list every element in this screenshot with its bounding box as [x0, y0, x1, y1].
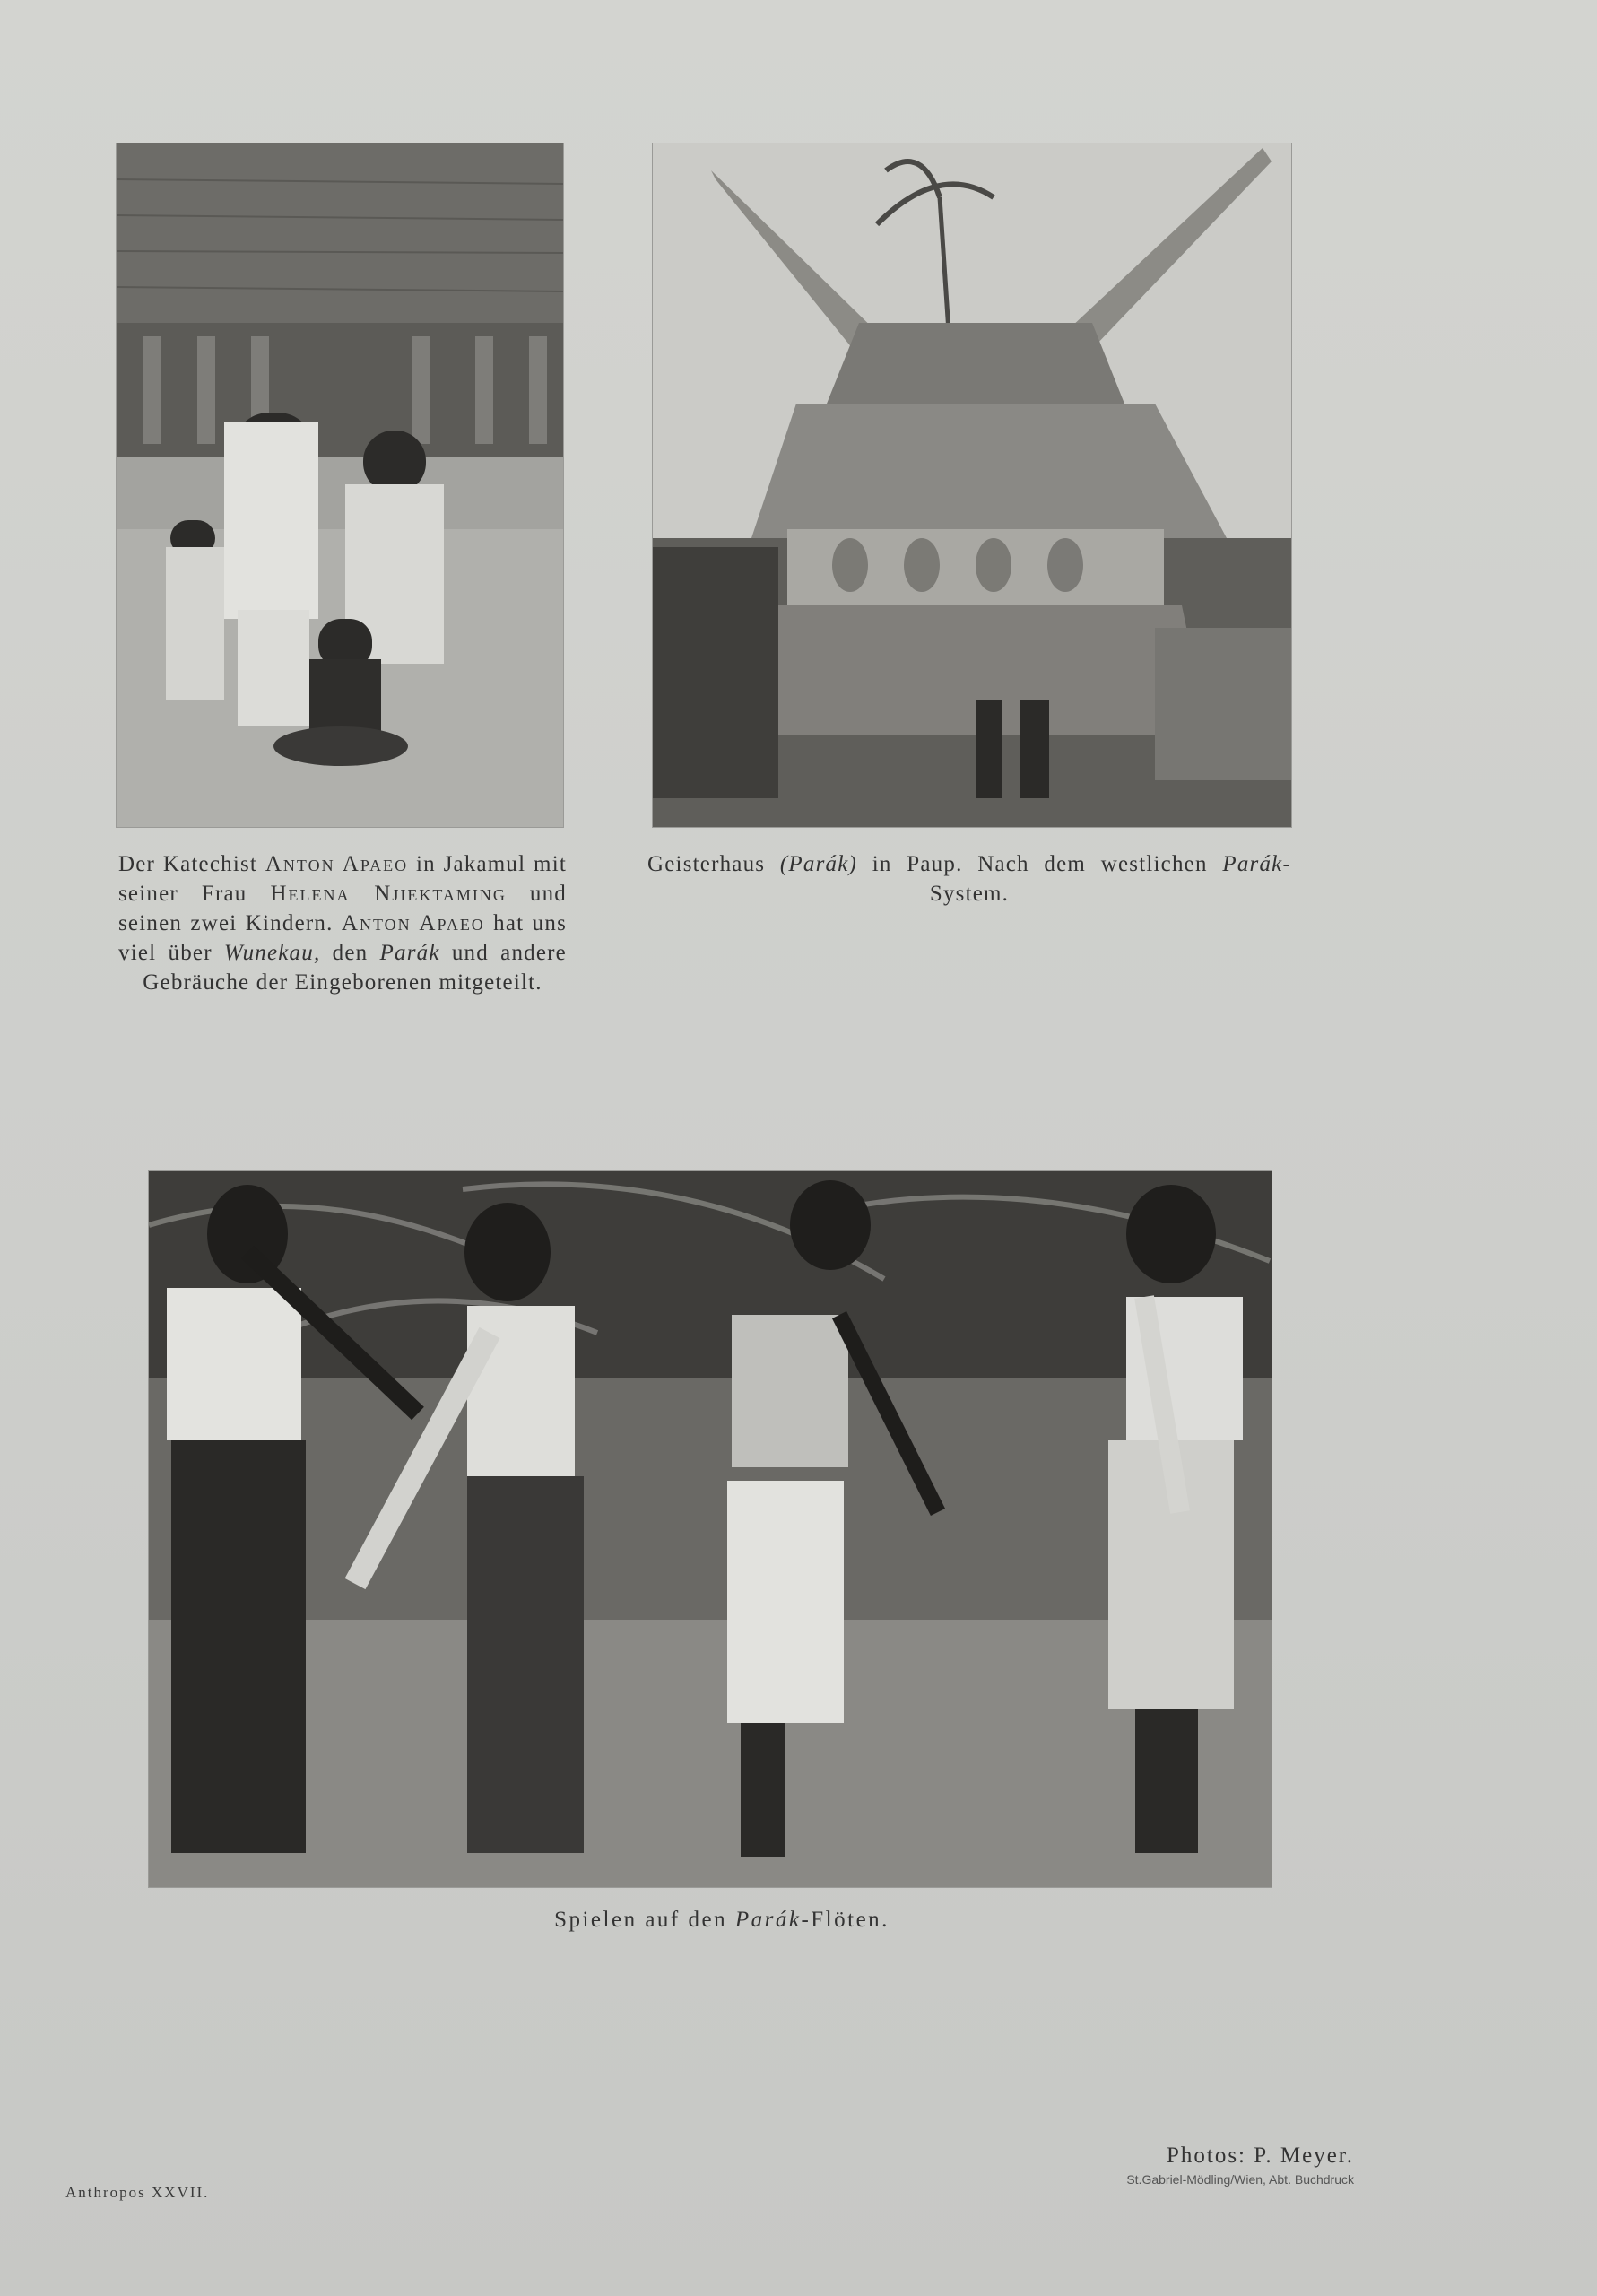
caption-fragment: Spielen auf den: [554, 1908, 735, 1932]
photo-credit-block: [1058, 2144, 1354, 2187]
photo-spirit-house: [653, 144, 1291, 827]
caption-fragment: den: [320, 941, 380, 965]
photo-flute-players: [149, 1171, 1272, 1887]
caption-flute-players: [359, 1905, 1085, 1935]
photo-flute-players-image: [149, 1171, 1272, 1887]
journal-reference: Anthropos XXVII.: [65, 2184, 210, 2201]
caption-fragment: Parák: [734, 1908, 802, 1932]
caption-catechist-family: [118, 849, 567, 997]
caption-spirit-house: [647, 849, 1291, 909]
caption-fragment: und andere Gebräuche der Eingeborenen mitgeteilt.: [143, 941, 567, 995]
caption-fragment: Der Katechist: [118, 852, 265, 876]
caption-fragment: -System.: [929, 852, 1291, 906]
caption-fragment: und seinen zwei Kindern.: [118, 882, 567, 935]
caption-fragment: Helena Njiektaming: [270, 882, 507, 906]
caption-fragment: Parák: [379, 941, 440, 965]
caption-fragment: (Parák): [779, 852, 858, 876]
caption-fragment: in Paup. Nach dem westlichen: [857, 852, 1223, 876]
caption-fragment: in Jakamul mit seiner Frau: [118, 852, 567, 906]
caption-fragment: Wunekau,: [223, 941, 321, 965]
caption-fragment: Anton Apaeo: [265, 852, 409, 876]
caption-fragment: Parák: [1222, 852, 1283, 876]
caption-fragment: hat uns viel über: [118, 911, 567, 965]
photo-credit: Photos: P. Meyer.: [1166, 2144, 1354, 2168]
caption-fragment: Geisterhaus: [647, 852, 780, 876]
photo-spirit-house-image: [653, 144, 1291, 827]
photo-catechist-family-image: [117, 144, 563, 827]
caption-fragment: -Flöten.: [801, 1908, 890, 1932]
printer-imprint: St.Gabriel-Mödling/Wien, Abt. Buchdruck: [1126, 2172, 1354, 2187]
photo-catechist-family: [117, 144, 563, 827]
caption-fragment: Anton Apaeo: [341, 911, 485, 935]
